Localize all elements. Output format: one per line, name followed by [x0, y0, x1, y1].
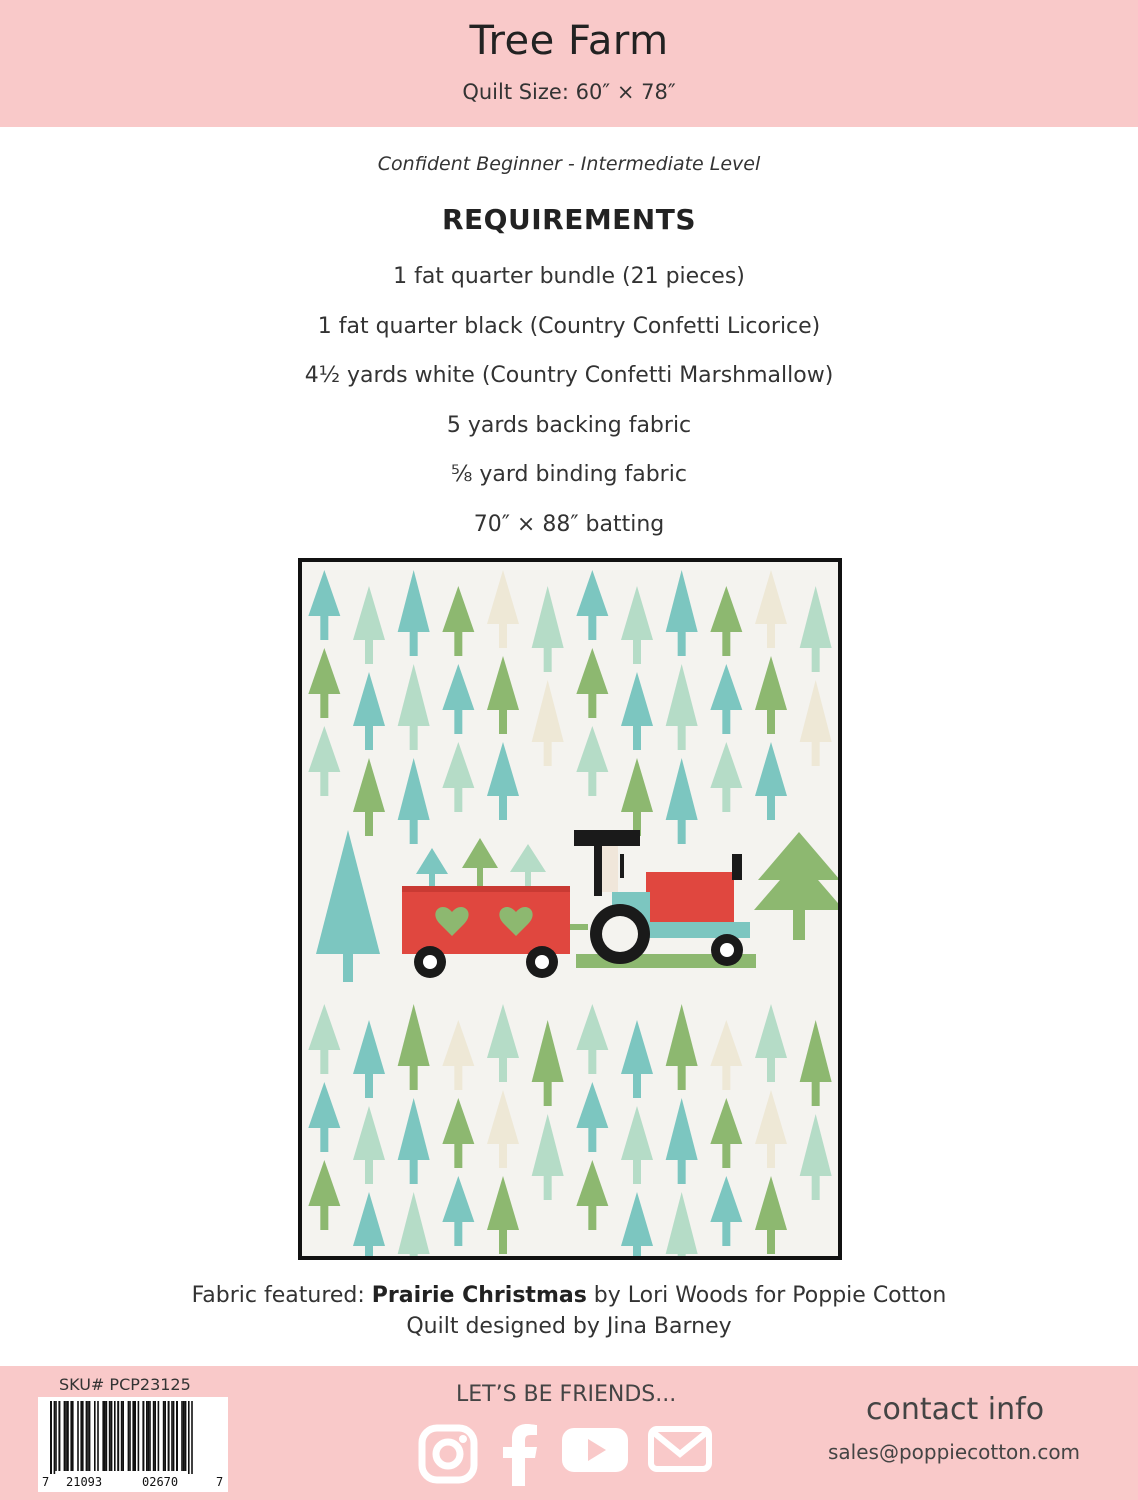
- barcode-bar: [164, 1401, 166, 1471]
- barcode-digits: [38, 1474, 228, 1492]
- barcode-bar: [121, 1401, 123, 1471]
- barcode-bar: [163, 1401, 165, 1471]
- requirement-item: 5 yards backing fabric: [446, 412, 692, 438]
- page-title: Tree Farm: [469, 18, 669, 64]
- barcode-bar: [132, 1401, 134, 1471]
- barcode-bar: [94, 1401, 96, 1471]
- youtube-icon[interactable]: [562, 1424, 628, 1474]
- barcode-bar: [134, 1401, 136, 1471]
- quilt-size: Quilt Size: 60″ × 78″: [462, 80, 676, 104]
- barcode-bar: [65, 1401, 67, 1471]
- barcode-bar: [173, 1401, 175, 1471]
- barcode-bar: [77, 1401, 79, 1471]
- header-band: [0, 0, 1138, 127]
- requirements-list: [0, 262, 1138, 560]
- barcode-bar: [183, 1401, 185, 1471]
- barcode-bar: [168, 1401, 170, 1471]
- fabric-prefix: Fabric featured:: [191, 1283, 372, 1308]
- requirement-item: 70″ × 88″ batting: [473, 511, 665, 537]
- sku-label: SKU# PCP23125: [59, 1375, 191, 1394]
- barcode-bar: [106, 1401, 108, 1471]
- friends-label: LET’S BE FRIENDS...: [456, 1382, 677, 1407]
- contact-email[interactable]: sales@poppiecotton.com: [828, 1440, 1081, 1464]
- barcode-digit-group: 7: [42, 1475, 50, 1489]
- contact-title: contact info: [866, 1392, 1045, 1427]
- barcode-bar: [80, 1401, 82, 1471]
- requirement-item: 1 fat quarter black (Country Confetti Licorice): [317, 313, 821, 339]
- barcode-bar: [129, 1401, 131, 1471]
- barcode-bar: [191, 1401, 193, 1477]
- barcode-bar: [146, 1401, 148, 1471]
- barcode-bar: [171, 1401, 173, 1471]
- fabric-credit: [0, 1280, 1138, 1311]
- requirement-item: ⅝ yard binding fabric: [451, 462, 687, 488]
- barcode-bar: [54, 1401, 56, 1477]
- credits: [0, 1280, 1138, 1342]
- barcode-bar: [138, 1401, 140, 1471]
- barcode-bar: [55, 1401, 57, 1471]
- barcode-bar: [154, 1401, 156, 1471]
- barcode-bar: [58, 1401, 60, 1471]
- barcode-bar: [184, 1401, 186, 1471]
- social-links: [418, 1424, 718, 1486]
- barcode-digit-group: 7: [216, 1475, 224, 1489]
- fabric-suffix: by Lori Woods for Poppie Cotton: [586, 1283, 947, 1308]
- barcode-bars: [38, 1397, 228, 1477]
- requirement-item: 1 fat quarter bundle (21 pieces): [393, 264, 745, 289]
- barcode-bar: [117, 1401, 119, 1471]
- barcode-bar: [72, 1401, 74, 1471]
- quilt-illustration: [302, 562, 838, 1256]
- requirement-item: 4½ yards white (Country Confetti Marshmallow): [304, 363, 834, 389]
- barcode-bar: [128, 1401, 130, 1471]
- barcode-bar: [114, 1401, 116, 1471]
- barcode-bar: [188, 1401, 190, 1477]
- barcode-bar: [87, 1401, 89, 1471]
- instagram-icon[interactable]: [418, 1424, 478, 1484]
- barcode-bar: [102, 1401, 104, 1471]
- barcode-digit-group: 21093: [66, 1475, 103, 1489]
- barcode-digit-group: 02670: [142, 1475, 179, 1489]
- barcode-bar: [82, 1401, 84, 1471]
- barcode-bar: [153, 1401, 155, 1471]
- barcode-bar: [176, 1401, 178, 1471]
- facebook-icon[interactable]: [500, 1424, 540, 1486]
- requirements-heading: REQUIREMENTS: [441, 203, 697, 236]
- barcode-bar: [109, 1401, 111, 1471]
- barcode-bar: [97, 1401, 99, 1471]
- barcode-bar: [149, 1401, 151, 1471]
- barcode-bar: [111, 1401, 113, 1471]
- barcode-bar: [181, 1401, 183, 1471]
- skill-level: Confident Beginner - Intermediate Level: [377, 153, 761, 175]
- email-icon[interactable]: [648, 1424, 712, 1474]
- barcode-bar: [148, 1401, 150, 1471]
- barcode-bar: [104, 1401, 106, 1471]
- barcode-bar: [64, 1401, 66, 1471]
- barcode-bar: [86, 1401, 88, 1471]
- designer-credit: Quilt designed by Jina Barney: [406, 1314, 732, 1339]
- barcode-bar: [142, 1401, 144, 1471]
- barcode-bar: [122, 1401, 124, 1471]
- fabric-name: Prairie Christmas: [371, 1283, 587, 1308]
- quilt-image: [298, 558, 842, 1260]
- barcode-bar: [50, 1401, 52, 1477]
- footer-band: [0, 1366, 1138, 1500]
- barcode-bar: [89, 1401, 91, 1471]
- barcode-bar: [70, 1401, 72, 1471]
- barcode-bar: [158, 1401, 160, 1471]
- barcode-bar: [67, 1401, 69, 1471]
